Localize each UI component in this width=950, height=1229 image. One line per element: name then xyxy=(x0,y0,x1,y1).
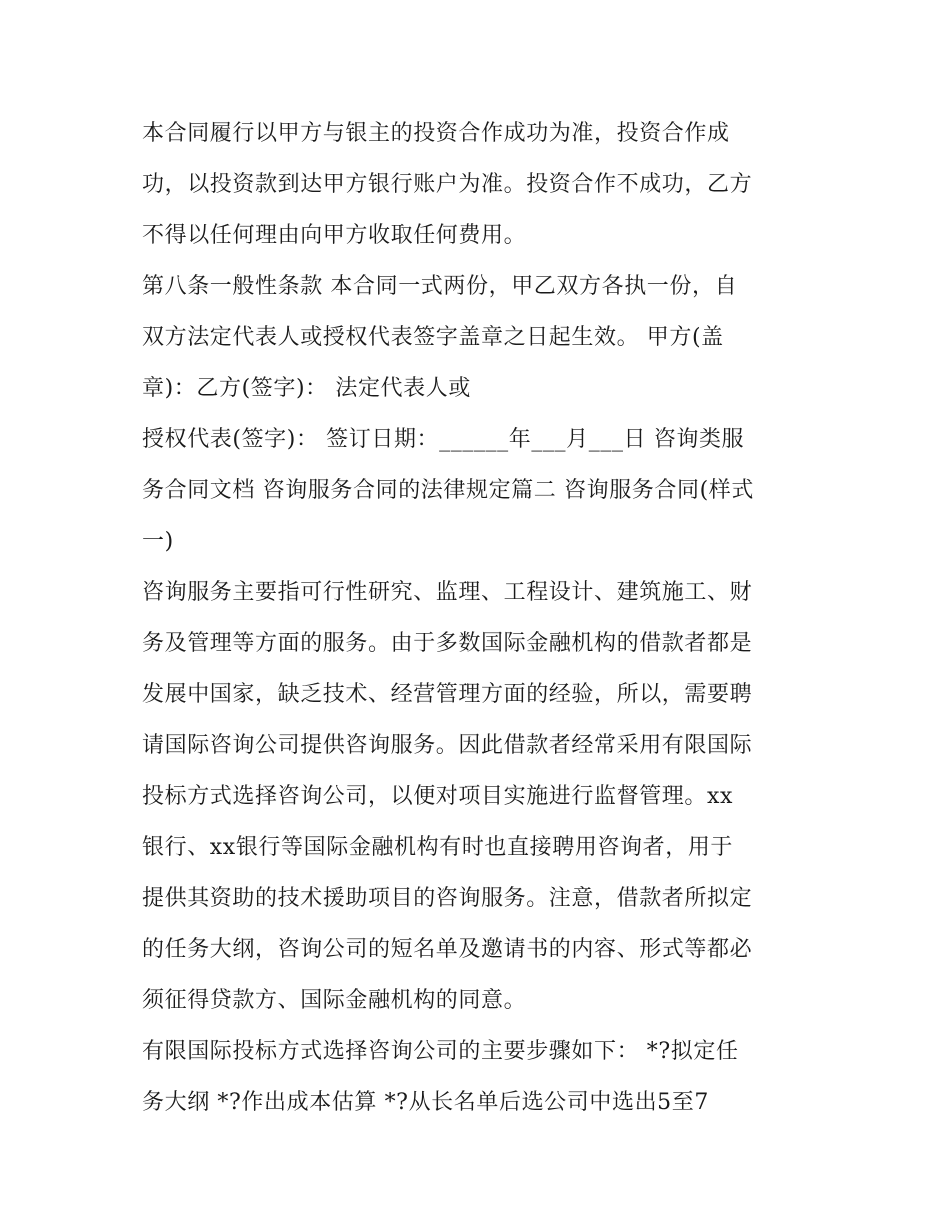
text-line: 提供其资助的技术援助项目的咨询服务。注意，借款者所拟定 xyxy=(142,886,753,911)
text-line: 功，以投资款到达甲方银行账户为准。投资合作不成功，乙方 xyxy=(142,172,753,197)
text-line: 授权代表(签字)： 签订日期：______年___月___日 咨询类服 xyxy=(142,427,745,452)
text-line: 须征得贷款方、国际金融机构的同意。 xyxy=(142,988,527,1013)
text-line: 发展中国家，缺乏技术、经营管理方面的经验，所以，需要聘 xyxy=(142,682,753,707)
text-line: 务合同文档 咨询服务合同的法律规定篇二 咨询服务合同(样式 xyxy=(142,478,754,503)
text-line: 本合同履行以甲方与银主的投资合作成功为准，投资合作成 xyxy=(142,121,730,146)
text-line: 第八条一般性条款 本合同一式两份，甲乙双方各执一份，自 xyxy=(142,274,738,299)
text-line: 双方法定代表人或授权代表签字盖章之日起生效。 甲方(盖 xyxy=(142,325,724,350)
text-line: 章)：乙方(签字)： 法定代表人或 xyxy=(142,376,471,401)
text-line: 不得以任何理由向甲方收取任何费用。 xyxy=(142,223,527,248)
text-line: 务大纲 *?作出成本估算 *?从长名单后选公司中选出5至7 xyxy=(142,1090,709,1115)
text-line: 一) xyxy=(142,529,174,554)
text-line: 有限国际投标方式选择咨询公司的主要步骤如下： *?拟定任 xyxy=(142,1039,739,1064)
text-line: 投标方式选择咨询公司，以便对项目实施进行监督管理。xx xyxy=(142,784,734,809)
text-line: 银行、xx银行等国际金融机构有时也直接聘用咨询者，用于 xyxy=(142,835,734,860)
text-line: 咨询服务主要指可行性研究、监理、工程设计、建筑施工、财 xyxy=(142,580,753,605)
text-line: 务及管理等方面的服务。由于多数国际金融机构的借款者都是 xyxy=(142,631,753,656)
text-line: 请国际咨询公司提供咨询服务。因此借款者经常采用有限国际 xyxy=(142,733,753,758)
text-line: 的任务大纲，咨询公司的短名单及邀请书的内容、形式等都必 xyxy=(142,937,753,962)
document-body xyxy=(142,108,814,1128)
